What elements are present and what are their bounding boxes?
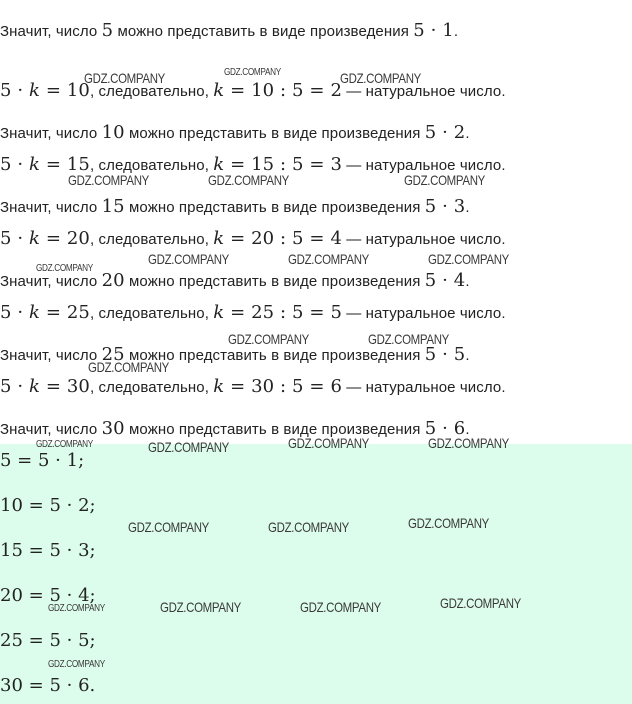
factor-a: 5 [49, 540, 61, 561]
factor-b: 5 [78, 630, 90, 651]
watermark: GDZ.COMPANY [148, 251, 230, 267]
punct: ; [78, 450, 85, 471]
punct: . [453, 23, 459, 40]
watermark: GDZ.COMPANY [440, 595, 522, 611]
punct: ; [89, 585, 96, 606]
answer-equation-2: 10 = 5 · 2; [0, 495, 96, 516]
text: , следовательно, [89, 231, 214, 248]
watermark: GDZ.COMPANY [224, 67, 281, 78]
text: можно представить в виде произведения [124, 347, 425, 364]
number: 25 [0, 630, 23, 651]
text: Значит, число [0, 199, 102, 216]
number: 30 [101, 418, 125, 439]
number: 25 [101, 344, 125, 365]
factor-b: 2 [78, 495, 90, 516]
dividend: 20 [251, 228, 275, 249]
punct: . [465, 273, 470, 290]
watermark: GDZ.COMPANY [340, 70, 422, 86]
text: можно представить в виде произведения [113, 23, 414, 40]
text: — натуральное число. [342, 231, 506, 248]
factor-b: 4 [78, 585, 90, 606]
watermark: GDZ.COMPANY [160, 599, 242, 615]
var-k: k [29, 80, 41, 101]
result: 4 [330, 228, 342, 249]
watermark: GDZ.COMPANY [404, 172, 486, 188]
number: 30 [0, 675, 23, 696]
watermark: GDZ.COMPANY [48, 603, 105, 614]
var-k: k [213, 80, 225, 101]
watermark: GDZ.COMPANY [408, 515, 490, 531]
eq-value: 25 [66, 302, 90, 323]
dividend: 30 [251, 376, 275, 397]
reasoning-line-3: 5 · k = 20, следовательно, k = 20 : 5 = 4 — натуральное число. [0, 228, 506, 249]
watermark: GDZ.COMPANY [48, 659, 105, 670]
lhs-a: 5 [0, 80, 12, 101]
eq-value: 15 [66, 154, 90, 175]
watermark: GDZ.COMPANY [36, 263, 93, 274]
factor-b: 4 [453, 270, 466, 291]
watermark: GDZ.COMPANY [288, 435, 370, 451]
factor-a: 5 [424, 344, 437, 365]
number: 5 [0, 450, 12, 471]
text: — натуральное число. [342, 305, 506, 322]
watermark: GDZ.COMPANY [268, 519, 350, 535]
watermark: GDZ.COMPANY [84, 70, 166, 86]
factor-b: 6 [453, 418, 466, 439]
watermark: GDZ.COMPANY [288, 251, 370, 267]
lhs-a: 5 [0, 376, 12, 397]
text: Значит, число [0, 273, 102, 290]
punct: . [465, 421, 470, 438]
answer-equation-4: 20 = 5 · 4; [0, 585, 96, 606]
factor-a: 5 [413, 20, 425, 41]
result: 6 [330, 376, 342, 397]
punct: . [89, 675, 96, 696]
factor-b: 3 [453, 196, 466, 217]
watermark: GDZ.COMPANY [428, 435, 510, 451]
result: 2 [330, 80, 342, 101]
text: можно представить в виде произведения [124, 273, 425, 290]
watermark: GDZ.COMPANY [68, 172, 150, 188]
watermark: GDZ.COMPANY [148, 439, 230, 455]
text: Значит, число [0, 23, 102, 40]
watermark: GDZ.COMPANY [428, 251, 510, 267]
answer-equation-3: 15 = 5 · 3; [0, 540, 96, 561]
factor-b: 2 [453, 122, 466, 143]
punct: . [465, 199, 470, 216]
factor-a: 5 [424, 270, 437, 291]
var-k: k [29, 376, 41, 397]
factor-b: 5 [453, 344, 466, 365]
number: 15 [101, 196, 125, 217]
eq-value: 20 [66, 228, 90, 249]
lhs-a: 5 [0, 154, 12, 175]
divisor: 5 [292, 80, 304, 101]
watermark: GDZ.COMPANY [300, 599, 382, 615]
watermark: GDZ.COMPANY [128, 519, 210, 535]
number: 10 [101, 122, 125, 143]
var-k: k [213, 302, 225, 323]
lhs-a: 5 [0, 302, 12, 323]
divisor: 5 [292, 376, 304, 397]
text: , следовательно, [89, 83, 214, 100]
answer-equation-1: 5 = 5 · 1; [0, 450, 85, 471]
factor-b: 1 [442, 20, 454, 41]
var-k: k [29, 228, 41, 249]
divisor: 5 [292, 154, 304, 175]
text: , следовательно, [89, 305, 214, 322]
punct: ; [89, 495, 96, 516]
answer-equation-5: 25 = 5 · 5; [0, 630, 96, 651]
number: 15 [0, 540, 23, 561]
reasoning-line-2: 5 · k = 15, следовательно, k = 15 : 5 = 3 — натуральное число. [0, 154, 506, 175]
var-k: k [213, 154, 225, 175]
divisor: 5 [292, 228, 304, 249]
watermark: GDZ.COMPANY [36, 439, 93, 450]
text: — натуральное число. [342, 157, 506, 174]
dividend: 15 [251, 154, 275, 175]
var-k: k [213, 228, 225, 249]
punct: . [465, 125, 470, 142]
factor-a: 5 [49, 585, 61, 606]
dividend: 25 [251, 302, 275, 323]
statement-line-3: Значит, число 15 можно представить в виде произведения 5 · 3. [0, 196, 470, 217]
reasoning-line-1: 5 · k = 10, следовательно, k = 10 : 5 = 2 — натуральное число. [0, 80, 506, 101]
factor-a: 5 [37, 450, 50, 471]
text: Значит, число [0, 347, 102, 364]
eq-value: 30 [66, 376, 90, 397]
factor-b: 1 [66, 450, 79, 471]
number: 20 [101, 270, 125, 291]
factor-b: 3 [78, 540, 90, 561]
text: , следовательно, [89, 379, 214, 396]
text: Значит, число [0, 421, 102, 438]
watermark: GDZ.COMPANY [208, 172, 290, 188]
factor-a: 5 [49, 630, 61, 651]
text: можно представить в виде произведения [124, 199, 425, 216]
watermark: GDZ.COMPANY [368, 331, 450, 347]
watermark: GDZ.COMPANY [228, 331, 310, 347]
punct: ; [89, 540, 96, 561]
watermark: GDZ.COMPANY [88, 359, 170, 375]
statement-line-1: Значит, число 5 можно представить в виде произведения 5 · 1. [0, 20, 459, 41]
factor-a: 5 [49, 495, 61, 516]
var-k: k [29, 154, 41, 175]
result: 3 [330, 154, 342, 175]
var-k: k [29, 302, 41, 323]
factor-b: 6 [78, 675, 90, 696]
number: 5 [101, 20, 114, 41]
text: Значит, число [0, 125, 102, 142]
text: — натуральное число. [342, 83, 506, 100]
statement-line-4: Значит, число 20 можно представить в виде произведения 5 · 4. [0, 270, 470, 291]
text: — натуральное число. [342, 379, 506, 396]
factor-a: 5 [49, 675, 61, 696]
text: , следовательно, [89, 157, 214, 174]
number: 20 [0, 585, 23, 606]
text: можно представить в виде произведения [124, 421, 425, 438]
text: можно представить в виде произведения [124, 125, 425, 142]
reasoning-line-5: 5 · k = 30, следовательно, k = 30 : 5 = 6 — натуральное число. [0, 376, 506, 397]
factor-a: 5 [424, 196, 437, 217]
dividend: 10 [251, 80, 275, 101]
factor-a: 5 [424, 122, 437, 143]
statement-line-5: Значит, число 25 можно представить в виде произведения 5 · 5. [0, 344, 470, 365]
reasoning-line-4: 5 · k = 25, следовательно, k = 25 : 5 = 5 — натуральное число. [0, 302, 506, 323]
statement-line-2: Значит, число 10 можно представить в виде произведения 5 · 2. [0, 122, 470, 143]
lhs-a: 5 [0, 228, 12, 249]
answer-equation-6: 30 = 5 · 6. [0, 675, 96, 696]
var-k: k [213, 376, 225, 397]
punct: . [465, 347, 470, 364]
number: 10 [0, 495, 23, 516]
eq-value: 10 [66, 80, 90, 101]
factor-a: 5 [424, 418, 437, 439]
punct: ; [89, 630, 96, 651]
divisor: 5 [292, 302, 304, 323]
statement-line-6: Значит, число 30 можно представить в виде произведения 5 · 6. [0, 418, 470, 439]
result: 5 [330, 302, 342, 323]
